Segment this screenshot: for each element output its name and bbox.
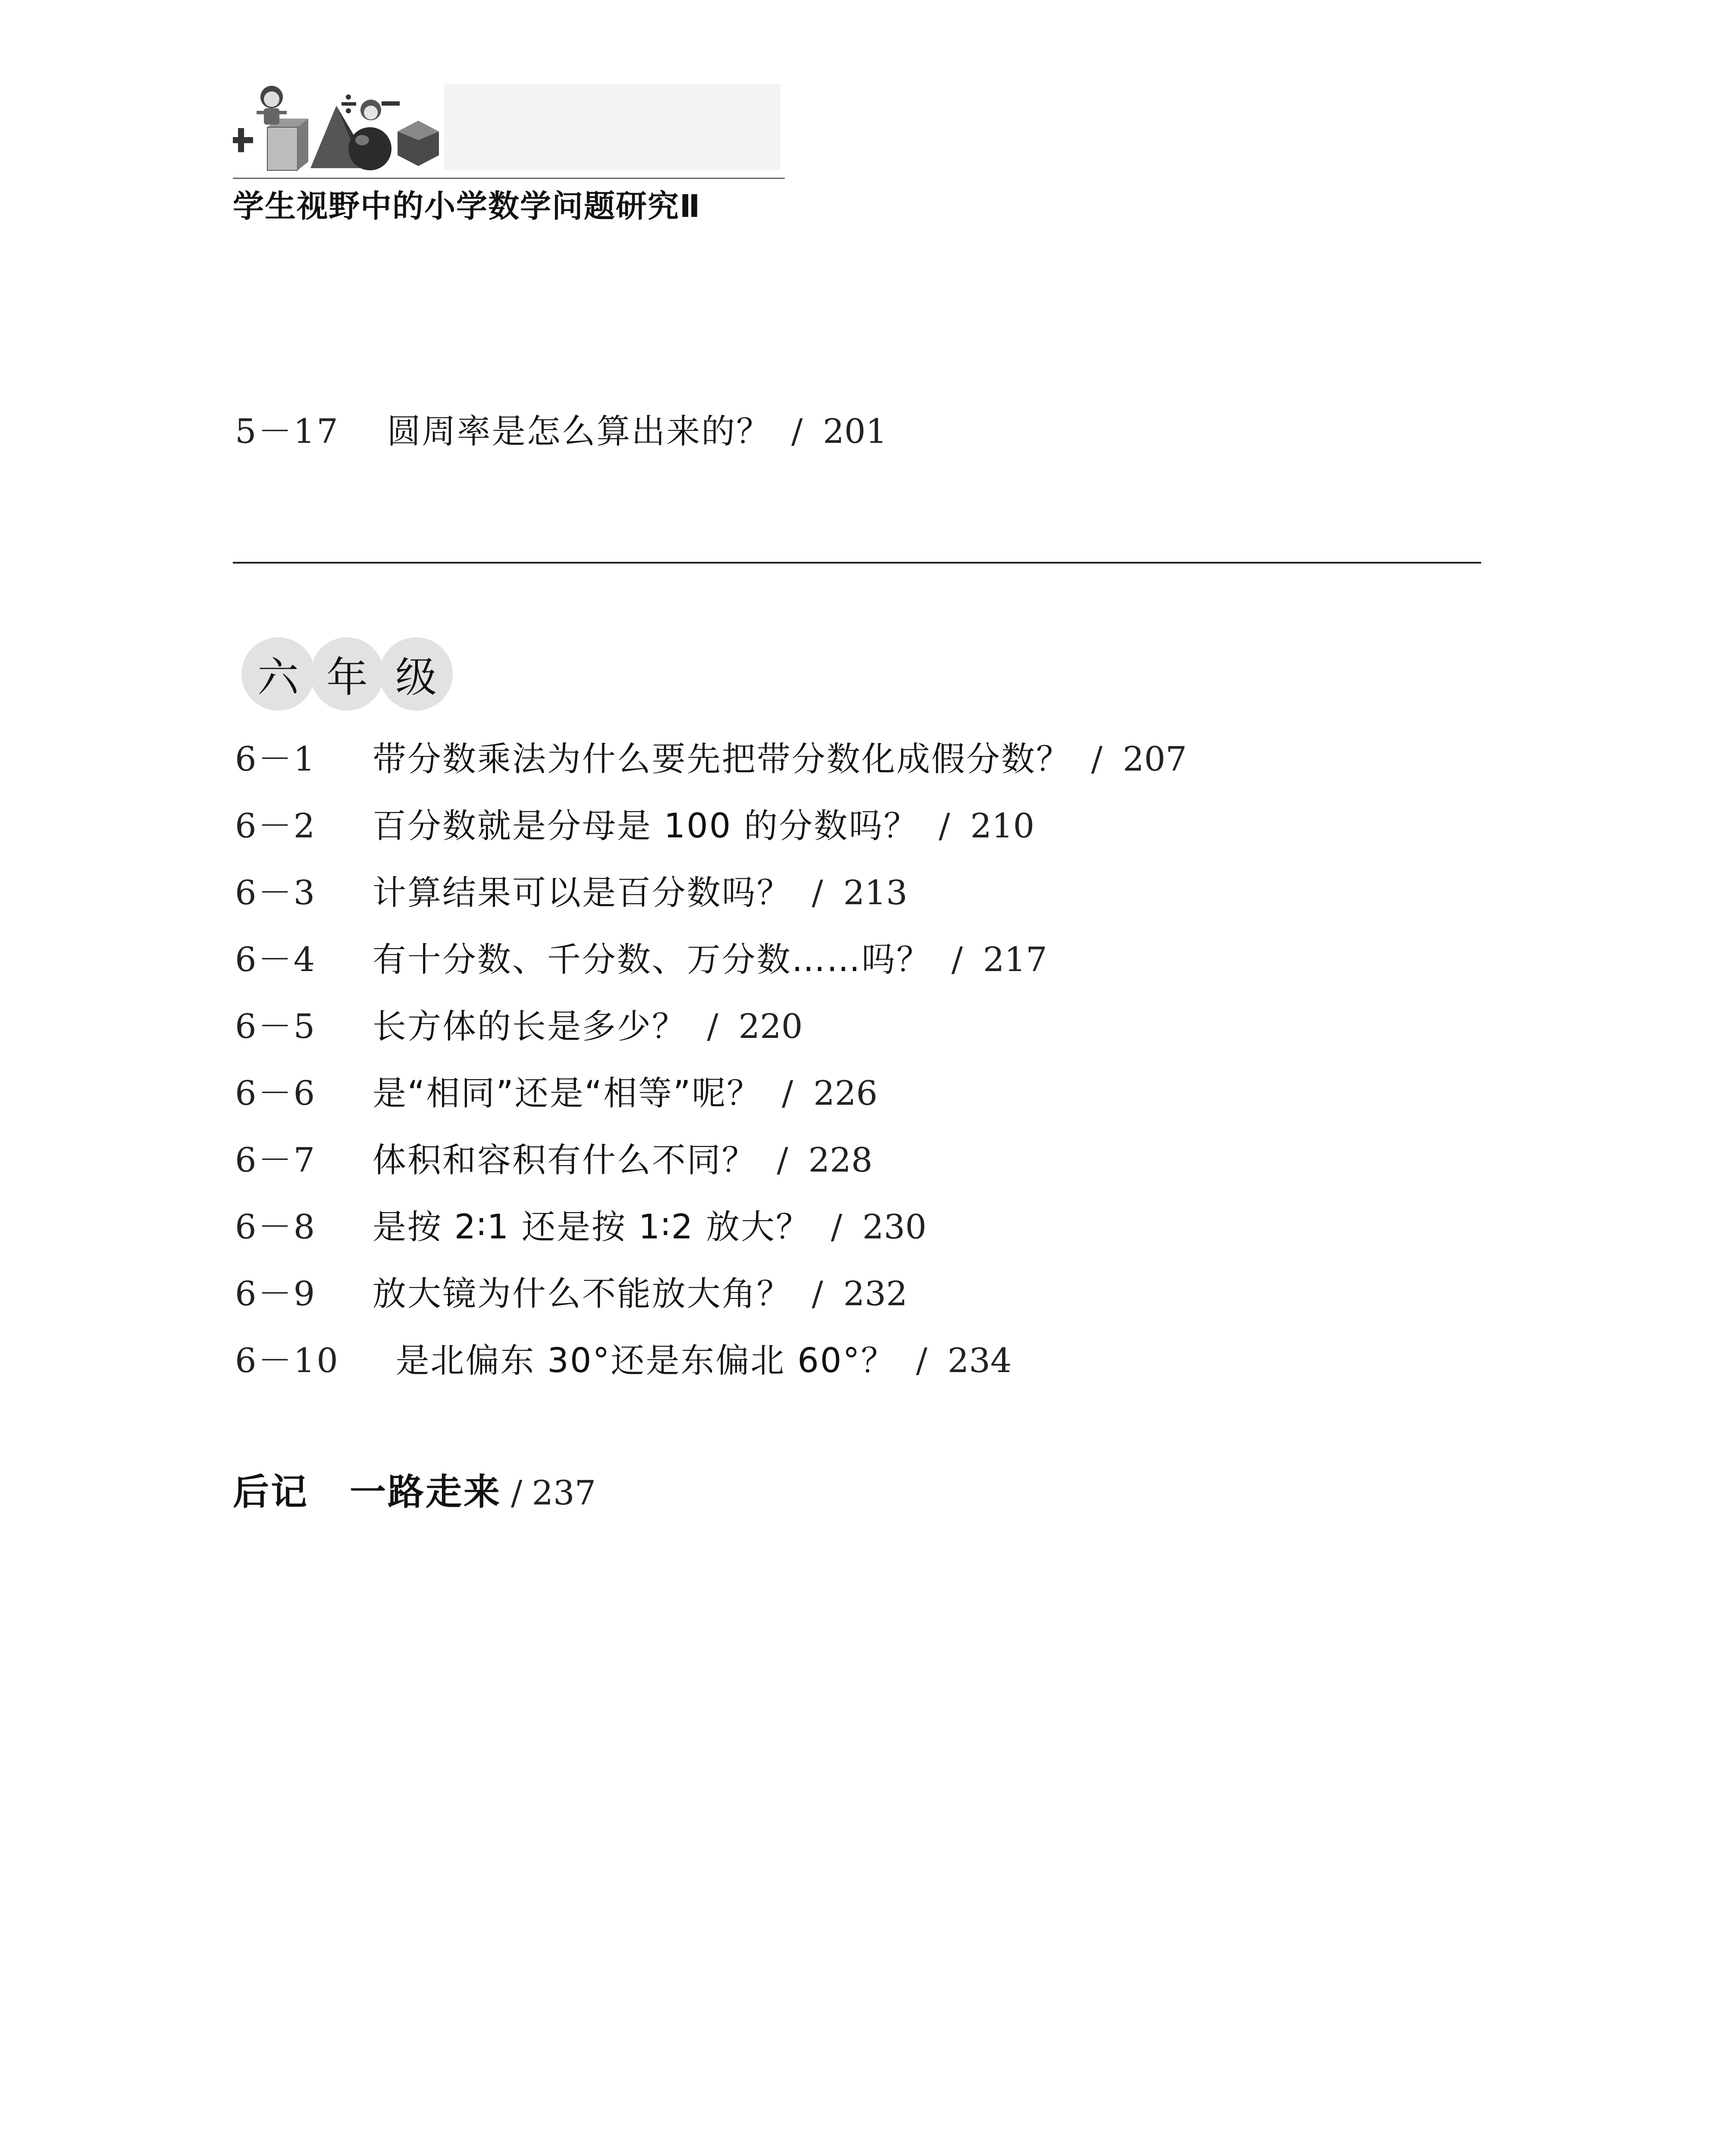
header-art-backdrop (444, 84, 780, 170)
header-illustration (233, 80, 780, 179)
toc-entry (235, 1277, 908, 1311)
toc-entry (235, 1141, 873, 1180)
entry-number: 6－7 (235, 1141, 317, 1180)
entry-title: 是北偏东 30°还是东偏北 60°？ (395, 1341, 896, 1380)
toc-entry (235, 876, 908, 910)
entry-separator: / (791, 412, 803, 451)
afterword-entry (233, 1471, 596, 1513)
entry-number: 6－1 (235, 740, 317, 779)
entry-title: 放大镜为什么不能放大角？ (372, 1275, 792, 1313)
entry-title: 圆周率是怎么算出来的？ (387, 412, 771, 451)
entry-separator: / (811, 1275, 823, 1313)
entry-page: 228 (808, 1141, 873, 1180)
afterword-page: 237 (532, 1474, 596, 1513)
entry-number: 6－4 (235, 940, 317, 979)
grade-heading-char: 级 (379, 637, 453, 711)
sphere-icon (348, 127, 392, 170)
entry-separator: / (830, 1208, 843, 1247)
entry-title: 是“相同”还是“相等”呢？ (372, 1074, 762, 1113)
entry-page: 226 (813, 1074, 878, 1113)
entry-title: 有十分数、千分数、万分数……吗？ (372, 940, 931, 979)
entry-number: 6－8 (235, 1208, 317, 1247)
afterword-separator: / (511, 1474, 523, 1513)
entry-separator: / (939, 807, 950, 846)
entry-page: 230 (862, 1208, 927, 1247)
toc-entry (235, 1341, 1012, 1380)
entry-separator: / (951, 940, 963, 979)
toc-entry (235, 940, 1047, 979)
grade-heading (241, 637, 448, 711)
entry-number: 6－6 (235, 1074, 317, 1113)
entry-title: 带分数乘法为什么要先把带分数化成假分数？ (372, 740, 1071, 779)
entry-separator: / (811, 874, 823, 912)
header-rule (233, 178, 785, 179)
entry-page: 232 (843, 1275, 908, 1313)
afterword-label: 后记 (233, 1471, 309, 1513)
afterword-title: 一路走来 (350, 1471, 502, 1513)
entry-title: 是按 2∶1 还是按 1∶2 放大？ (372, 1208, 811, 1247)
entry-page: 201 (823, 412, 887, 451)
entry-separator: / (777, 1141, 788, 1180)
minus-sign-icon (382, 101, 400, 106)
grade-heading-char: 六 (241, 637, 315, 711)
entry-page: 217 (983, 940, 1047, 979)
toc-entry (235, 1208, 927, 1247)
entry-title: 长方体的长是多少？ (372, 1007, 687, 1046)
toc-entry (235, 412, 887, 451)
entry-page: 210 (970, 807, 1035, 846)
entry-title: 体积和容积有什么不同？ (372, 1141, 757, 1180)
toc-entry (235, 807, 1035, 846)
entry-separator: / (707, 1007, 718, 1046)
book-title: 学生视野中的小学数学问题研究Ⅱ (233, 188, 701, 224)
entry-page: 234 (947, 1341, 1012, 1380)
entry-page: 213 (843, 874, 908, 912)
cube-icon (267, 119, 308, 170)
toc-entry (235, 740, 1187, 779)
entry-number: 6－2 (235, 807, 317, 846)
cartoon-girl-icon (360, 100, 381, 120)
section-divider (233, 562, 1481, 564)
entry-number: 6－3 (235, 874, 317, 912)
entry-number: 6－5 (235, 1007, 317, 1046)
plus-sign-icon (233, 128, 253, 152)
hexagon-icon (398, 121, 439, 166)
entry-page: 207 (1122, 740, 1187, 779)
entry-title: 百分数就是分母是 100 的分数吗？ (372, 807, 919, 846)
entry-separator: / (782, 1074, 793, 1113)
entry-number: 6－10 (235, 1341, 340, 1380)
entry-separator: / (1091, 740, 1103, 779)
division-sign-icon (341, 94, 356, 113)
entry-number: 6－9 (235, 1275, 317, 1313)
toc-entry (235, 1074, 878, 1113)
entry-separator: / (916, 1341, 927, 1380)
entry-title: 计算结果可以是百分数吗？ (372, 874, 792, 912)
entry-page: 220 (738, 1007, 803, 1046)
grade-heading-char: 年 (310, 637, 384, 711)
toc-entry (235, 1007, 803, 1046)
entry-number: 5－17 (235, 412, 340, 451)
